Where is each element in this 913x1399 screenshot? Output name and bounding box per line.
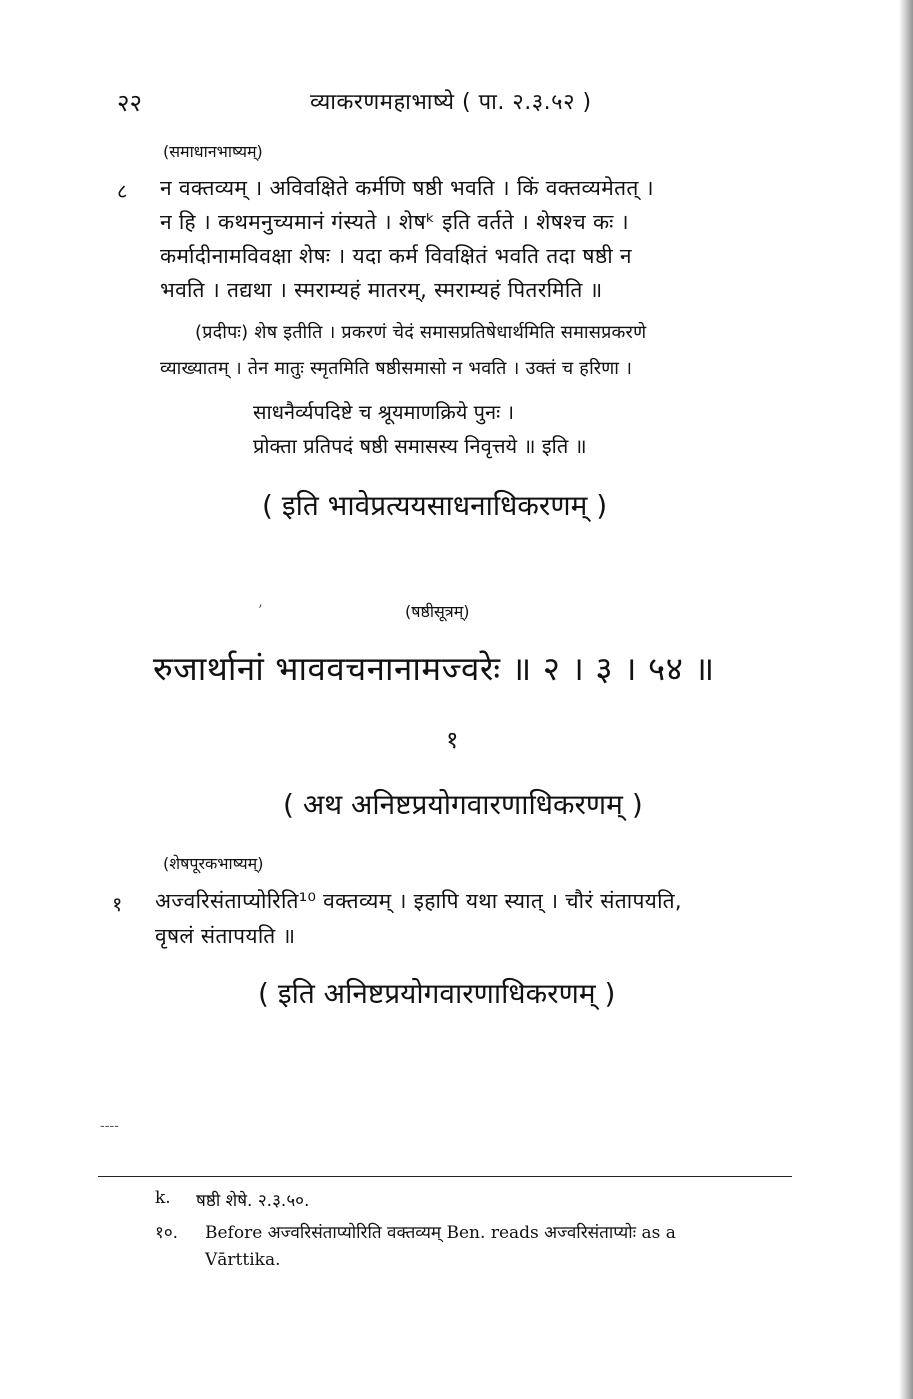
running-title: व्याकरणमहाभाष्ये ( पा. २.३.५२ ) [310,90,592,115]
closing-heading-anista: ( इति अनिष्टप्रयोगवारणाधिकरणम् ) [258,977,616,1010]
footnote-10-marker: १०. [155,1223,179,1243]
footnote-k-text: षष्ठी शेषे. २.३.५०. [196,1191,310,1211]
footnote-10-text: Before अज्वरिसंताप्योरिति वक्तव्यम् Ben. reads अज्वरिसंताप्योः as a [205,1223,676,1243]
pradipa-line-1: (प्रदीपः) शेष इतीति । प्रकरणं चेदं समासप्रतिषेधार्थमिति समासप्रकरणे [195,322,647,343]
sesapuraka-line-1: अज्वरिसंताप्योरिति¹⁰ वक्तव्यम् । इहापि यथा स्यात् । चौरं संतापयति, [155,889,682,913]
footnote-rule [98,1176,792,1177]
samadhana-line-4: भवति । तद्यथा । स्मराम्यहं मातरम्, स्मराम्यहं पितरमिति ॥ [160,278,603,302]
page-edge-shadow [899,0,913,1399]
verse-line-1: साधनैर्व्यपदिष्टे च श्रूयमाणक्रिये पुनः । [253,400,515,424]
sesapuraka-line-2: वृषलं संतापयति ॥ [155,924,296,948]
samadhana-label: (समाधानभाष्यम्) [163,142,263,161]
closing-heading-bhave: ( इति भावेप्रत्ययसाधनाधिकरणम् ) [262,489,608,522]
opening-heading-anista: ( अथ अनिष्टप्रयोगवारणाधिकरणम् ) [283,788,643,821]
page-number: २२ [117,89,142,117]
sesapuraka-label: (शेषपूरकभाष्यम्) [163,854,264,873]
stray-mark: ’ [258,603,263,619]
sutra-label: (षष्ठीसूत्रम्) [405,602,470,621]
sutra-section-number: १ [446,726,459,754]
samadhana-number: ८ [117,179,128,203]
sesapuraka-number: १ [112,892,123,916]
footnote-k-marker: k. [155,1188,171,1208]
sutra-text: रुजार्थानां भाववचनानामज्वरेः ॥ २ । ३ । ५४ ॥ [153,649,715,688]
footnote-10-text-cont: Vārttika. [205,1250,281,1270]
verse-line-2: प्रोक्ता प्रतिपदं षष्ठी समासस्य निवृत्तये ॥ इति ॥ [253,434,587,458]
stray-dash: ---- [100,1118,119,1134]
samadhana-line-2: न हि । कथमनुच्यमानं गंस्यते । शेषᵏ इति वर्तते । शेषश्च कः । [160,210,629,234]
pradipa-line-2: व्याख्यातम् । तेन मातुः स्मृतमिति षष्ठीसमासो न भवति । उक्तं च हरिणा । [160,358,633,379]
samadhana-line-3: कर्मादीनामविवक्षा शेषः । यदा कर्म विवक्षितं भवति तदा षष्ठी न [160,244,632,268]
samadhana-line-1: न वक्तव्यम् । अविवक्षिते कर्मणि षष्ठी भवति । किं वक्तव्यमेतत् । [160,176,654,200]
